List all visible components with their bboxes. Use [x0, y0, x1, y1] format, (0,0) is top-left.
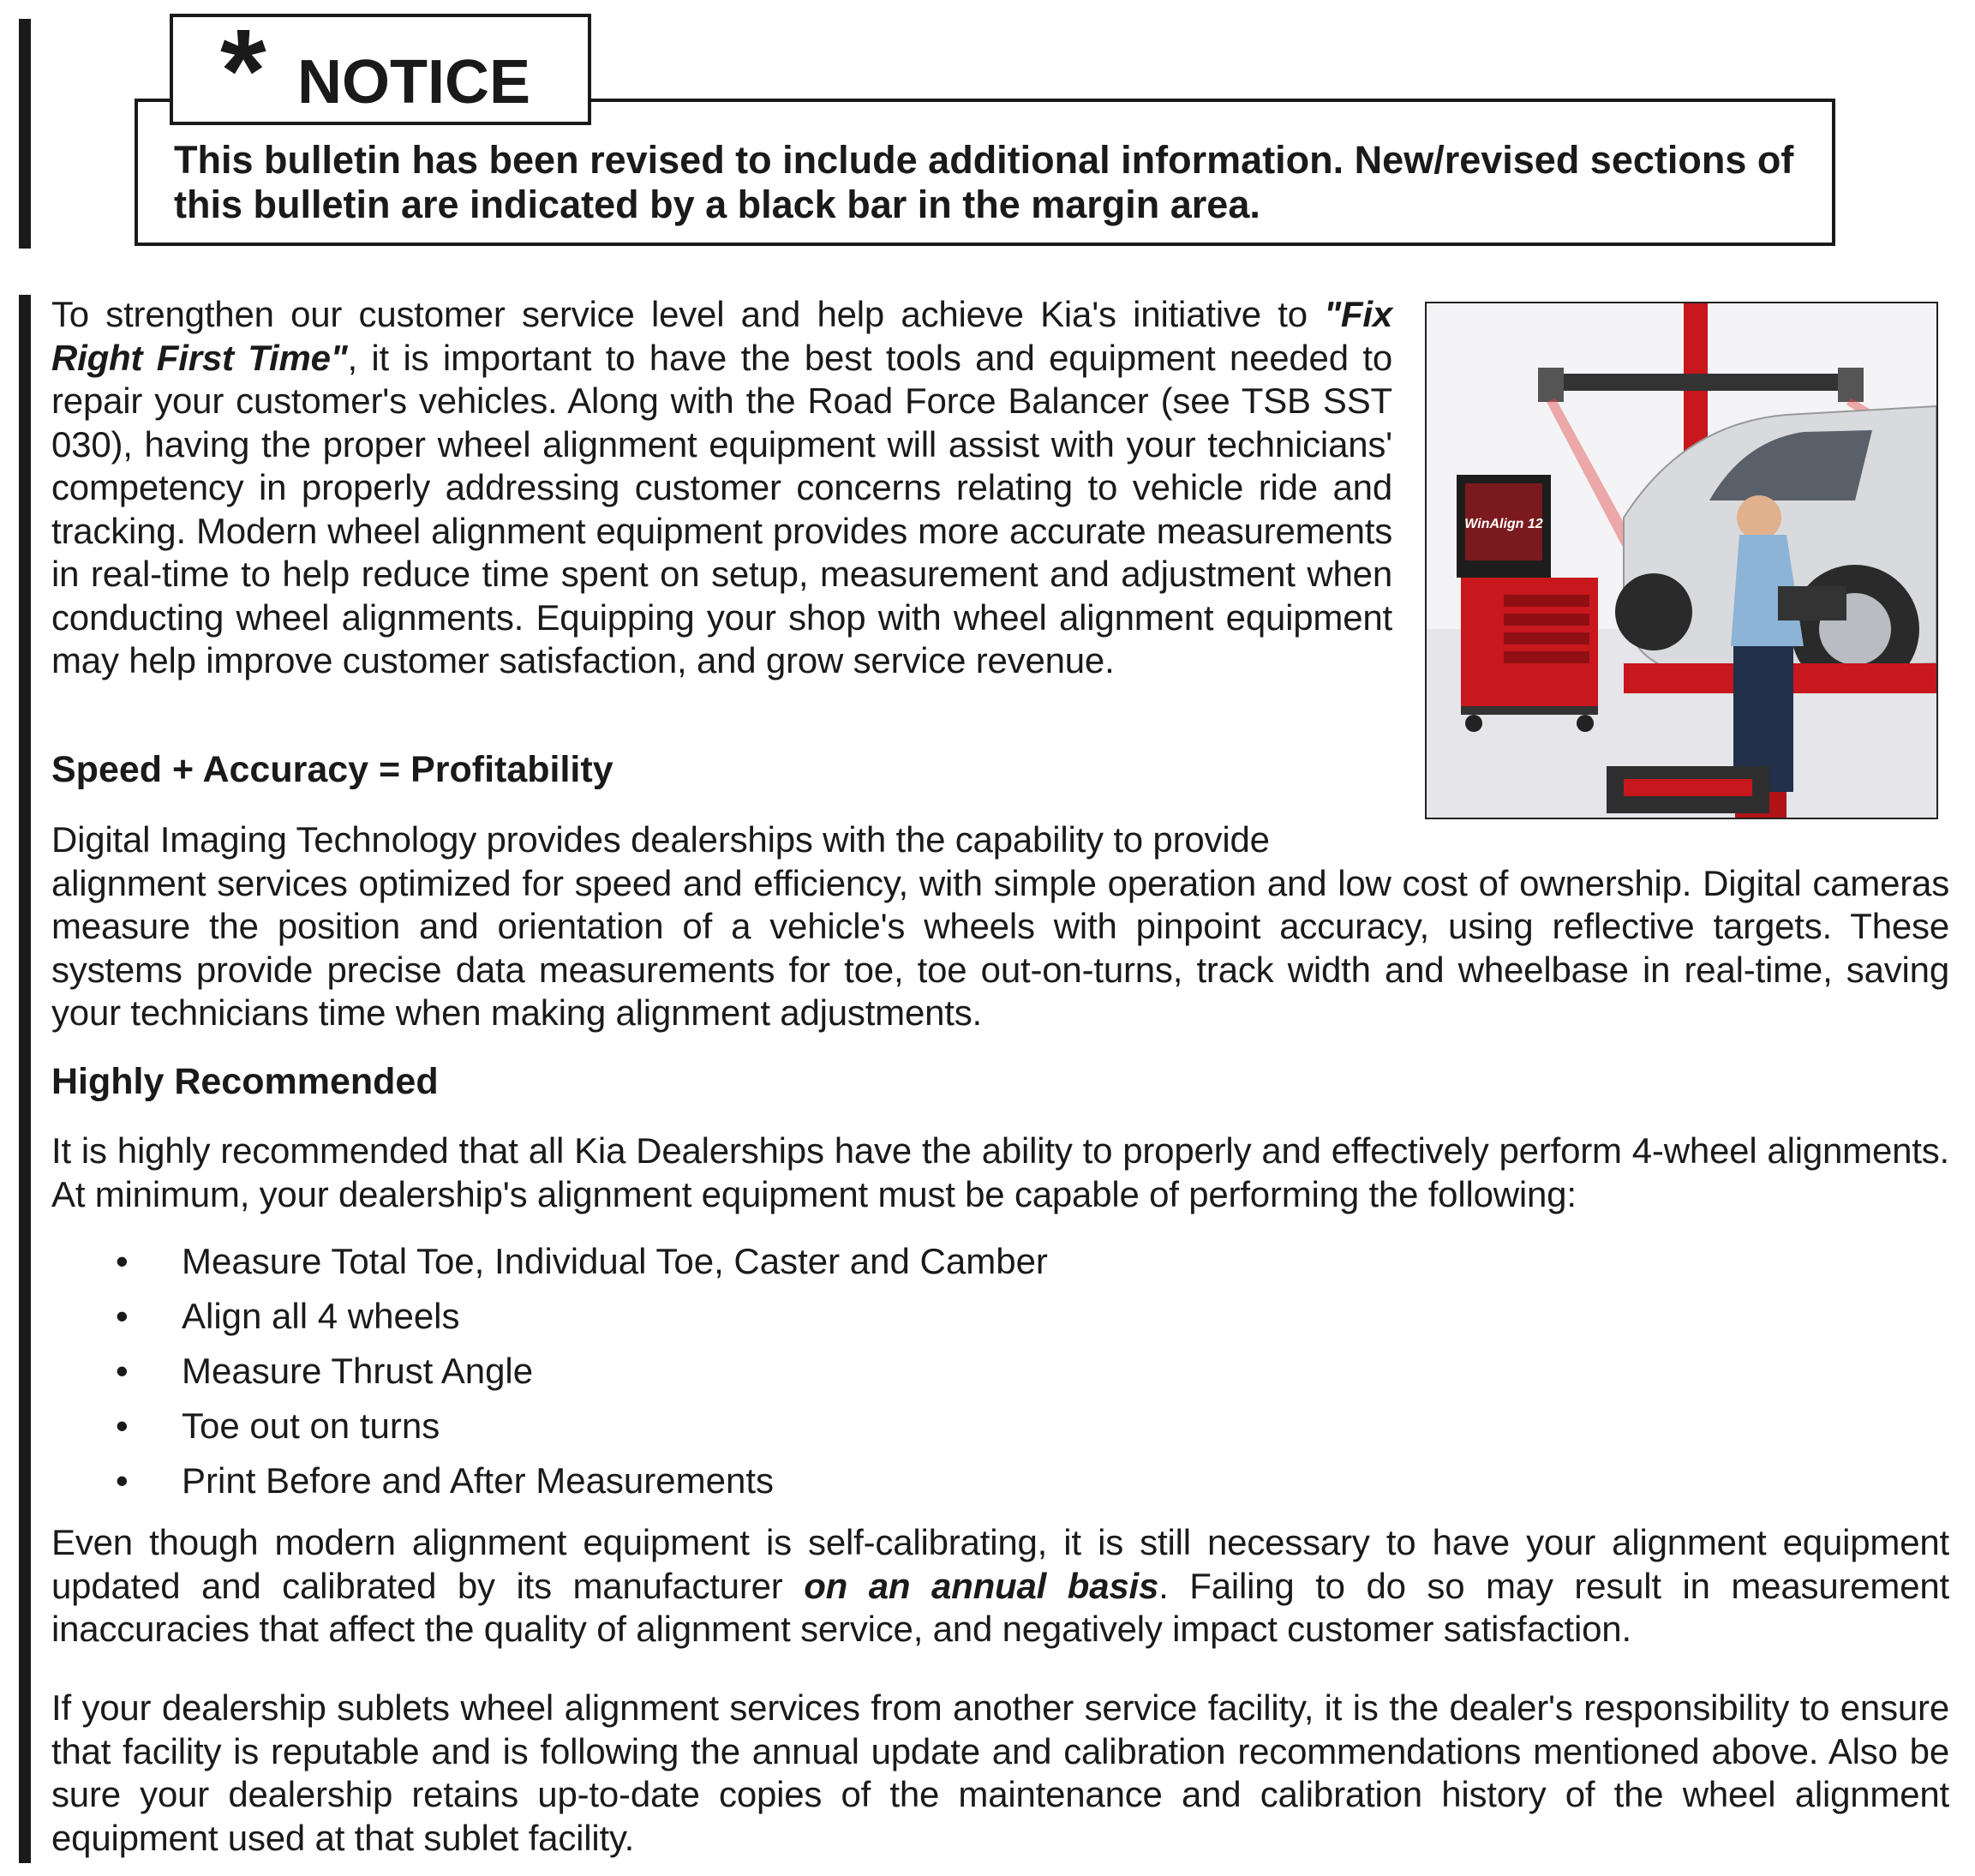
intro-text: To strengthen our customer service level and help achieve Kia's initiative to — [51, 294, 1325, 334]
list-item: • Measure Total Toe, Individual Toe, Caster and Camber — [111, 1234, 1048, 1289]
list-item: • Measure Thrust Angle — [111, 1344, 1048, 1399]
technician-head — [1737, 495, 1781, 540]
digital-imaging-first-line: Digital Imaging Technology provides dealerships with the capability to provide — [51, 819, 1270, 860]
section-heading-highly-recommended: Highly Recommended — [51, 1061, 439, 1102]
digital-imaging-paragraph — [51, 818, 1949, 1035]
revision-margin-bar — [19, 295, 31, 1863]
asterisk-icon: * — [220, 5, 266, 137]
intro-paragraph — [51, 293, 1392, 683]
notice-title: NOTICE — [297, 48, 531, 117]
notice-text: This bulletin has been revised to include additional information. New/revised sections of this bulletin are indicated by a black bar in the margin area. — [174, 138, 1794, 226]
notice-tab — [170, 5, 591, 137]
revision-margin-bar — [19, 19, 31, 249]
alignment-equipment-photo — [1425, 302, 1938, 819]
section-heading-speed-accuracy: Speed + Accuracy = Profitability — [51, 749, 613, 790]
calibration-text: Even though modern alignment equipment is self-calibrating, it is still necessary to have your alignment equipment updated and calibrated by its manufacturer — [51, 1522, 1949, 1606]
camera-beam — [1547, 374, 1855, 391]
calibration-paragraph — [51, 1521, 1949, 1651]
requirements-list — [111, 1234, 1048, 1508]
list-item: • Print Before and After Measurements — [111, 1453, 1048, 1508]
sublet-paragraph: If your dealership sublets wheel alignment services from another service facility, it is the dealer's responsibility to ensure that facility is reputable and is following the annual update and calibration recommendations mentioned above. Also be sure your dealership retains up-to-date copies of the maintenance and calibration history of the wheel alignment equipment used at that sublet facility. — [51, 1687, 1949, 1858]
digital-imaging-rest: alignment services optimized for speed and efficiency, with simple operation and low cost of ownership. Digital cameras measure the position and orientation of a vehicle's wheels with pinpoint accuracy, using reflective targets. These systems provide precise data measurements for toe, toe out-on-turns, track width and wheelbase in real-time, saving your technicians time when making alignment adjustments. — [51, 862, 1949, 1033]
intro-text-continued: , it is important to have the best tools and equipment needed to repair your customer's vehicles. Along with the Road Force Balancer (see TSB SST 030), having the proper wheel alignment equipment will assist with your technicians' competency in properly addressing customer concerns relating to vehicle ride and tracking. Modern wheel alignment equipment provides more accurate measurements in real-time to help reduce time spent on setup, measurement and adjustment when conducting wheel alignments. Equipping your shop with wheel alignment equipment may help improve customer satisfaction, and grow service revenue. — [51, 337, 1392, 680]
list-item: • Toe out on turns — [111, 1399, 1048, 1453]
recommendation-paragraph: It is highly recommended that all Kia Dealerships have the ability to properly and effectively perform 4-wheel alignments. At minimum, your dealership's alignment equipment must be capable of performing the following: — [51, 1130, 1949, 1214]
list-item: • Align all 4 wheels — [111, 1289, 1048, 1344]
calibration-emphasis: on an annual basis — [804, 1565, 1159, 1606]
monitor-label: WinAlign 12 — [1464, 517, 1543, 531]
alignment-photo-illustration — [1427, 303, 1936, 818]
calibration-text-continued: . Failing to do so may result in measurement inaccuracies that affect the quality of alignment service, and negatively impact customer satisfaction. — [51, 1565, 1949, 1649]
intro-emphasis: "Fix Right First Time" — [51, 294, 1392, 378]
